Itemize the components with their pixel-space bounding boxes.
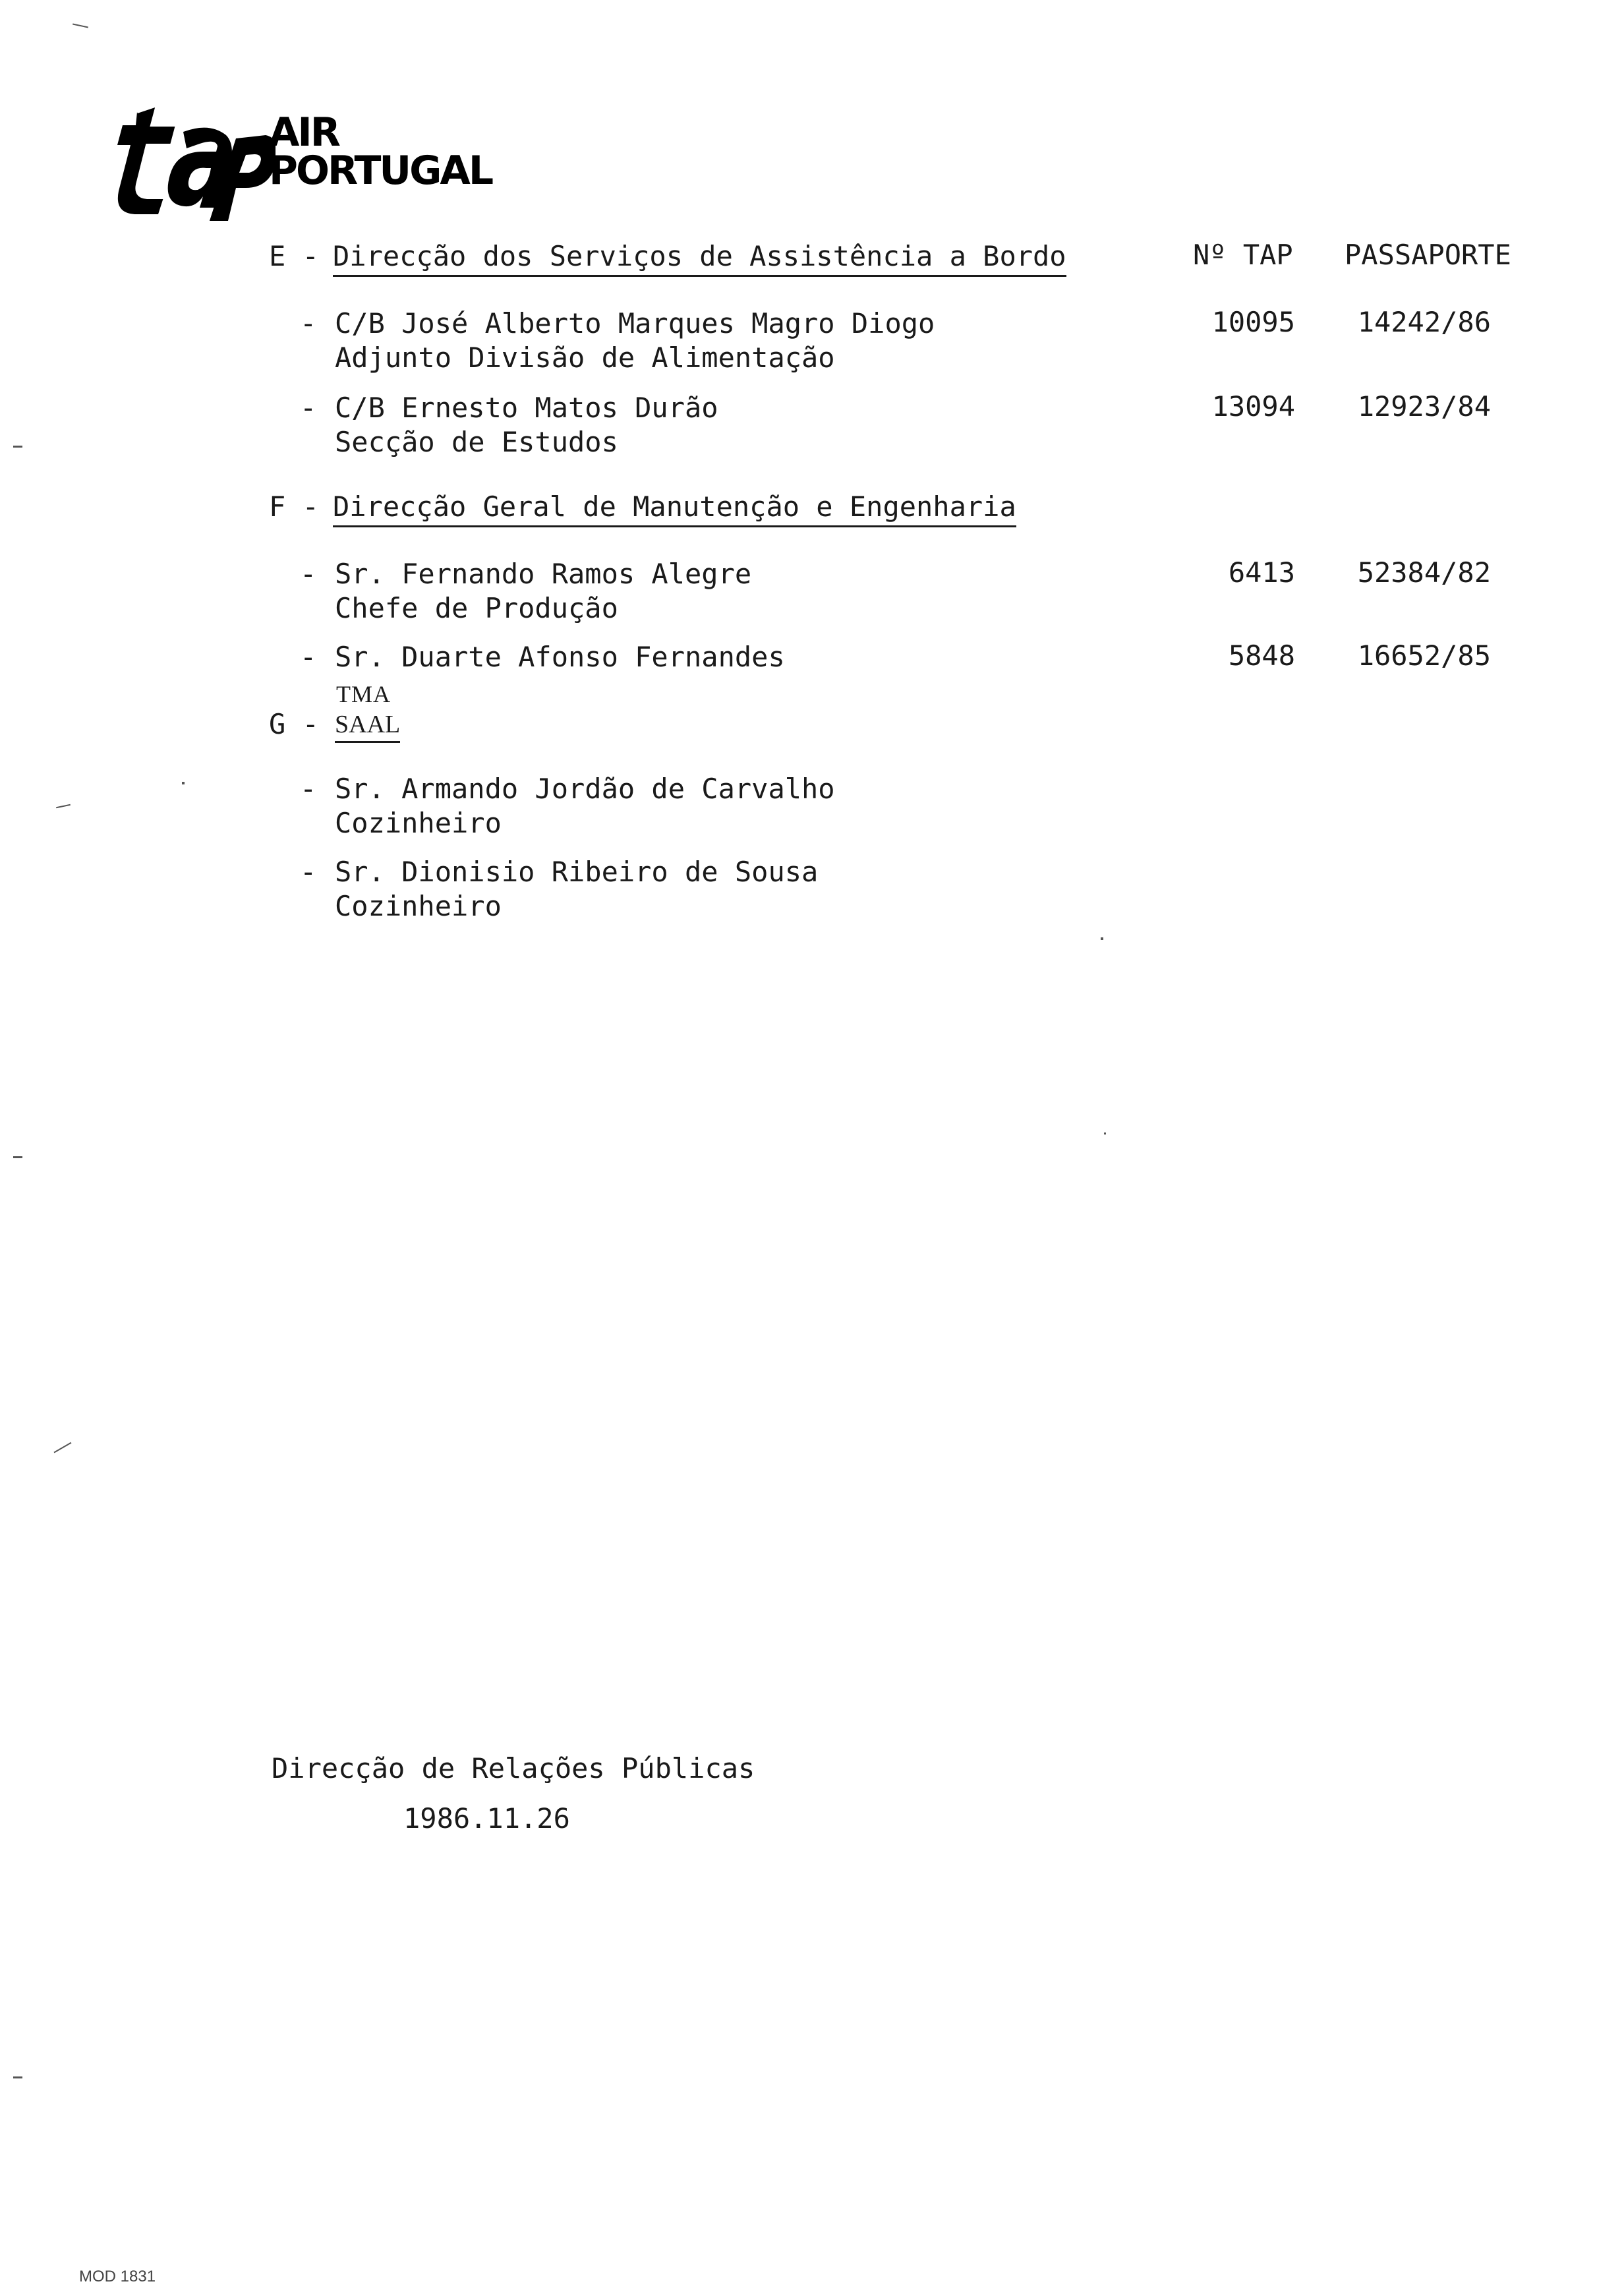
scan-mark	[54, 1442, 72, 1454]
document-date: 1986.11.26	[403, 1802, 570, 1835]
list-item-dash: -	[300, 773, 317, 805]
person-name: Sr. Dionisio Ribeiro de Sousa	[335, 856, 819, 888]
list-item-dash: -	[300, 392, 317, 424]
section-g-title: SAAL	[335, 708, 400, 741]
tap-number: 6413	[1228, 556, 1295, 589]
section-e-letter: E -	[269, 240, 319, 272]
tap-number: 5848	[1228, 639, 1295, 672]
person-role: Adjunto Divisão de Alimentação	[335, 341, 835, 374]
person-name: Sr. Fernando Ramos Alegre	[335, 558, 752, 590]
list-item-dash: -	[300, 856, 317, 888]
passport-number: 12923/84	[1357, 390, 1491, 423]
person-role: Chefe de Produção	[335, 592, 618, 624]
list-item-dash: -	[300, 641, 317, 673]
tap-number: 10095	[1211, 306, 1295, 338]
person-role: Cozinheiro	[335, 807, 502, 839]
column-header-tap-number: Nº TAP	[1193, 239, 1293, 271]
section-f-title: Direcção Geral de Manutenção e Engenharia	[333, 490, 1016, 523]
scan-mark	[1104, 1132, 1106, 1134]
person-name: Sr. Armando Jordão de Carvalho	[335, 773, 835, 805]
section-f-letter: F -	[269, 490, 319, 523]
tap-logo	[111, 99, 500, 221]
section-e-title: Direcção dos Serviços de Assistência a Bordo	[333, 240, 1066, 273]
passport-number: 52384/82	[1357, 556, 1491, 589]
person-role: Secção de Estudos	[335, 426, 618, 458]
scan-mark	[13, 446, 22, 448]
brand-air: AIR	[269, 109, 339, 156]
section-g-letter: G -	[269, 708, 319, 740]
scan-mark	[182, 782, 185, 784]
form-code: MOD 1831	[79, 2268, 156, 2285]
person-role: Cozinheiro	[335, 890, 502, 922]
issuing-department: Direcção de Relações Públicas	[272, 1752, 755, 1784]
scan-mark	[72, 24, 88, 28]
passport-number: 14242/86	[1357, 306, 1491, 338]
tap-number: 13094	[1211, 390, 1295, 423]
person-role: TMA	[336, 681, 391, 707]
scan-mark	[1101, 937, 1103, 940]
scan-mark	[56, 804, 71, 809]
scan-mark	[13, 2076, 22, 2078]
person-name: C/B Ernesto Matos Durão	[335, 392, 718, 424]
column-header-passport: PASSAPORTE	[1345, 239, 1511, 271]
person-name: C/B José Alberto Marques Magro Diogo	[335, 307, 935, 339]
list-item-dash: -	[300, 307, 317, 339]
list-item-dash: -	[300, 558, 317, 590]
person-name: Sr. Duarte Afonso Fernandes	[335, 641, 785, 673]
passport-number: 16652/85	[1357, 639, 1491, 672]
brand-portugal: PORTUGAL	[269, 148, 492, 194]
tap-logo-mark	[111, 99, 276, 221]
scan-mark	[13, 1156, 22, 1158]
